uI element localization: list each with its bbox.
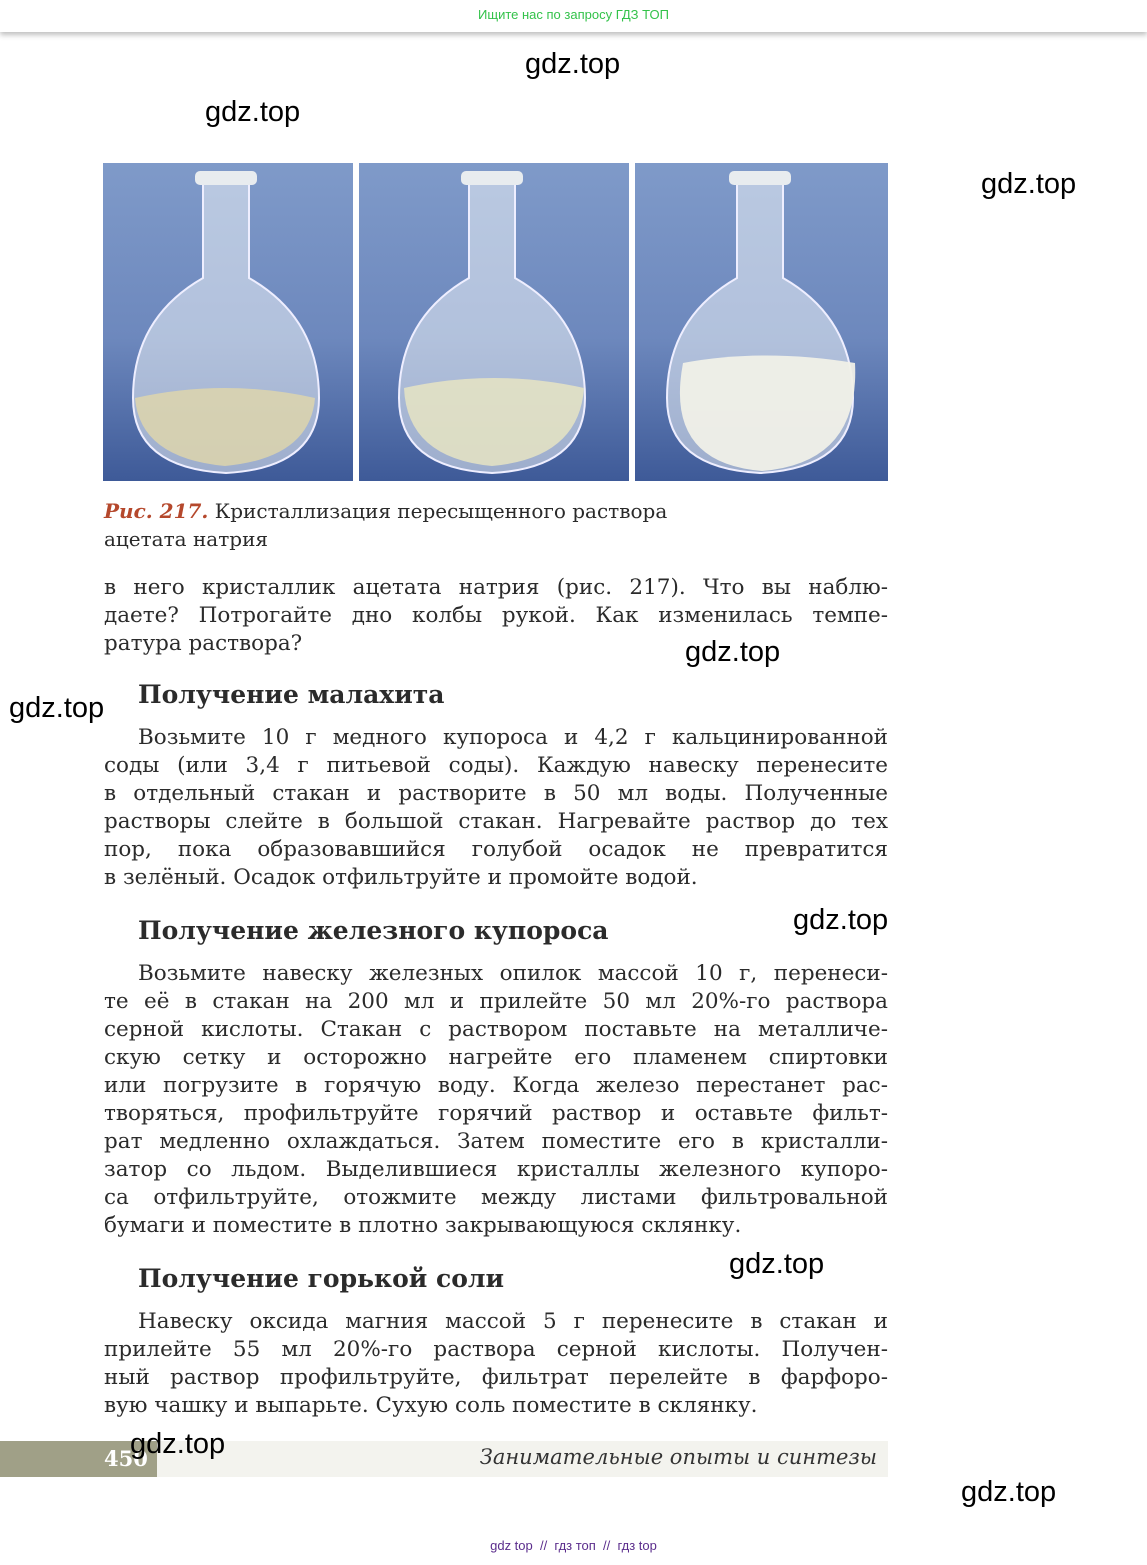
section-heading: Получение малахита xyxy=(138,680,445,709)
text-line: ный раствор профильтруйте, фильтрат перелейте в фарфоро- xyxy=(104,1365,888,1390)
section-paragraph xyxy=(104,1308,888,1420)
text-line: затор со льдом. Выделившиеся кристаллы железного купоро- xyxy=(104,1157,888,1182)
text-line: вую чашку и выпарьте. Сухую соль поместите в склянку. xyxy=(104,1393,758,1418)
text-line: бумаги и поместите в плотно закрывающуюся склянку. xyxy=(104,1213,742,1238)
text-line: в него кристаллик ацетата натрия (рис. 217). Что вы наблю- xyxy=(104,575,888,600)
text-line: серной кислоты. Стакан с раствором поставьте на металличе- xyxy=(104,1017,888,1042)
watermark: gdz.top xyxy=(793,904,889,936)
text-line: даете? Потрогайте дно колбы рукой. Как изменилась темпе- xyxy=(104,603,888,628)
text-line: скую сетку и осторожно нагрейте его пламенем спиртовки xyxy=(104,1045,888,1070)
text-line: творяться, профильтруйте горячий раствор и оставьте фильт- xyxy=(104,1101,888,1126)
text-line: растворы слейте в большой стакан. Нагревайте раствор до тех xyxy=(104,809,888,834)
text-line: са отфильтруйте, отожмите между листами фильтровальной xyxy=(104,1185,888,1210)
watermark: gdz.top xyxy=(205,96,301,128)
section-paragraph xyxy=(104,960,888,1240)
watermark: gdz.top xyxy=(729,1248,825,1280)
section-heading: Получение горькой соли xyxy=(138,1264,505,1293)
watermark: gdz.top xyxy=(130,1428,226,1460)
flask-photo-3 xyxy=(635,163,888,481)
text-line: ратура раствора? xyxy=(104,631,303,656)
text-line: рат медленно охлаждаться. Затем поместите его в кристалли- xyxy=(104,1129,888,1154)
section-paragraph xyxy=(104,724,888,892)
text-line: пор, пока образовавшийся голубой осадок не превратится xyxy=(104,837,888,862)
flask-photo-2 xyxy=(359,163,629,481)
text-line: прилейте 55 мл 20%-го раствора серной кислоты. Получен- xyxy=(104,1337,888,1362)
watermark: gdz.top xyxy=(9,692,105,724)
page-number: 450 xyxy=(104,1446,148,1471)
watermark: gdz.top xyxy=(961,1476,1057,1508)
search-banner[interactable]: Ищите нас по запросу ГДЗ ТОП xyxy=(0,0,1147,32)
text-line: в отдельный стакан и растворите в 50 мл воды. Полученные xyxy=(104,781,888,806)
caption-line: ацетата натрия xyxy=(104,527,269,551)
figure-caption xyxy=(104,497,667,553)
text-line: Навеску оксида магния массой 5 г перенесите в стакан и xyxy=(138,1309,888,1334)
watermark: gdz.top xyxy=(685,636,781,668)
flask-photo-1 xyxy=(103,163,353,481)
text-line: соды (или 3,4 г питьевой соды). Каждую навеску перенесите xyxy=(104,753,888,778)
section-heading: Получение железного купороса xyxy=(138,916,609,945)
text-line: Возьмите 10 г медного купороса и 4,2 г кальцинированной xyxy=(138,725,888,750)
figure-label: Рис. 217. xyxy=(104,499,209,523)
text-line: или погрузите в горячую воду. Когда железо перестанет рас- xyxy=(104,1073,888,1098)
caption-line: Кристаллизация пересыщенного раствора xyxy=(214,499,668,523)
text-line: те её в стакан на 200 мл и прилейте 50 мл 20%-го раствора xyxy=(104,989,888,1014)
watermark: gdz.top xyxy=(525,48,621,80)
text-line: Возьмите навеску железных опилок массой 10 г, перенеси- xyxy=(138,961,888,986)
bottom-links[interactable]: gdz top // гдз топ // гдз top xyxy=(490,1538,657,1553)
text-line: в зелёный. Осадок отфильтруйте и промойте водой. xyxy=(104,865,698,890)
watermark: gdz.top xyxy=(981,168,1077,200)
running-title: Занимательные опыты и синтезы xyxy=(479,1445,877,1469)
